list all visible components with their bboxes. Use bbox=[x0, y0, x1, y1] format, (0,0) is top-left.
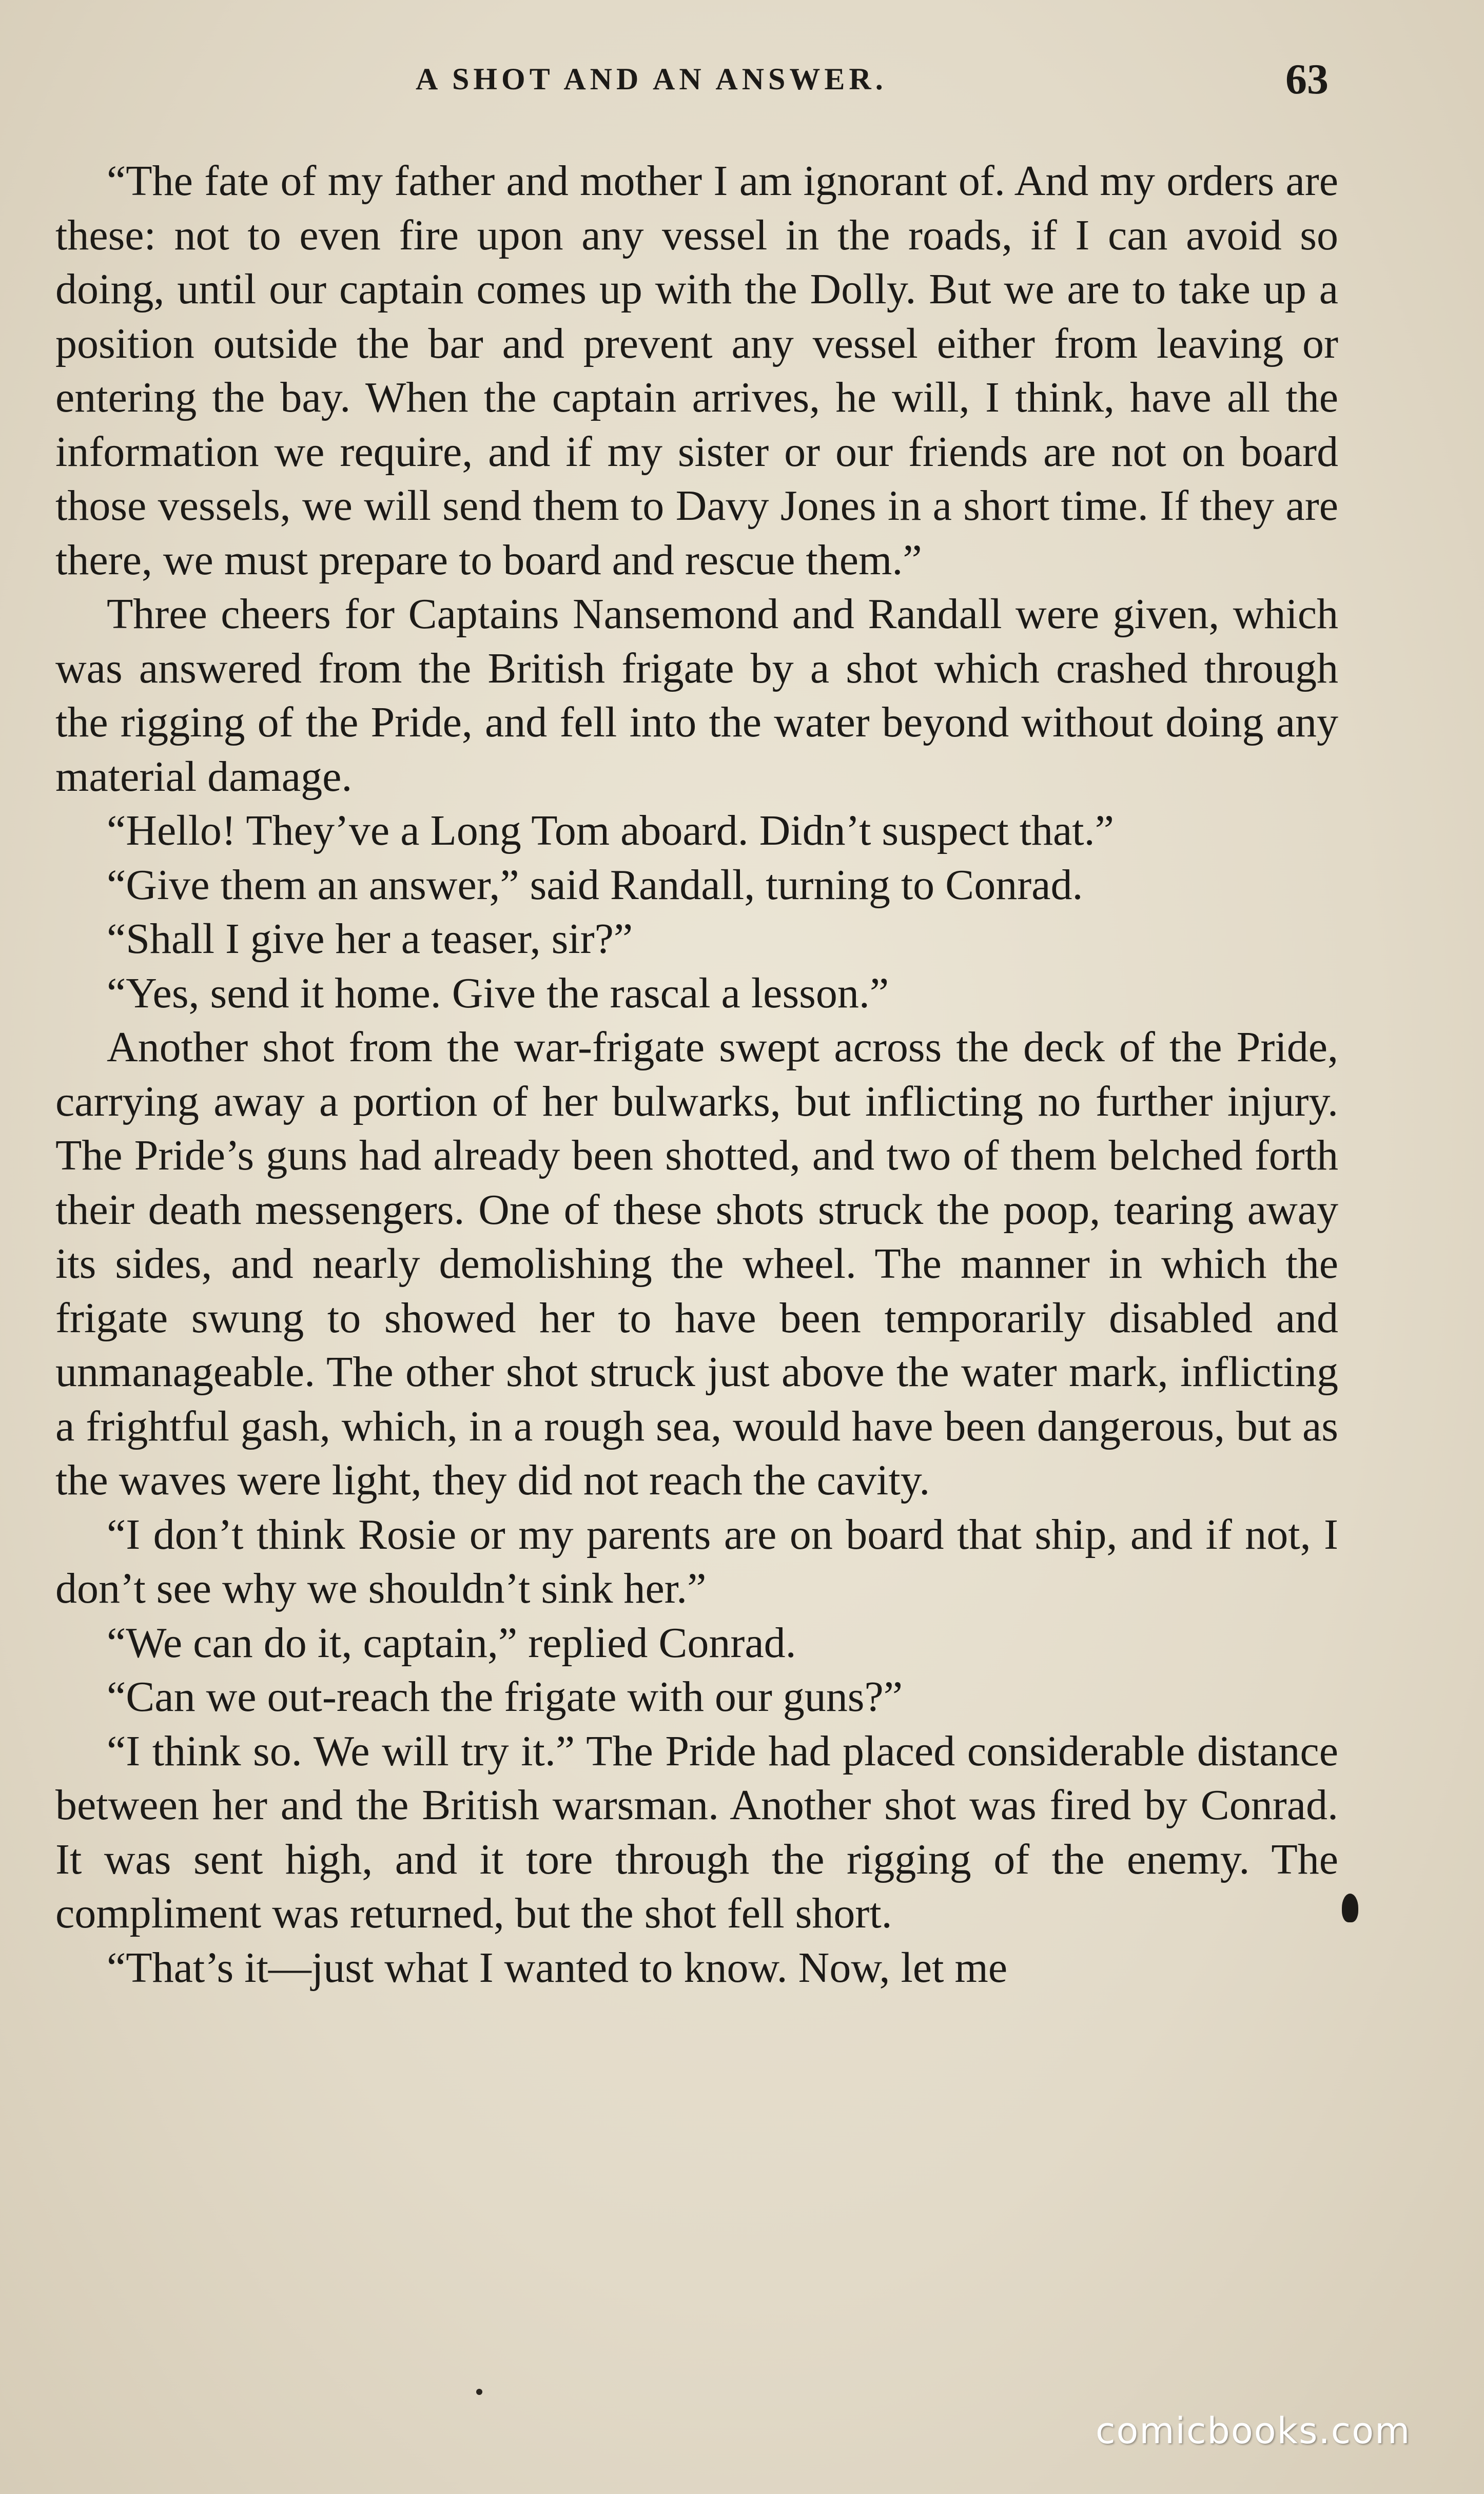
paragraph: “Shall I give her a teaser, sir?” bbox=[107, 915, 633, 963]
paragraph: Another shot from the war-frigate swept across the deck of the Pride, carrying away a portion of her bulwarks, but inflicting no further injury. The Pride’s guns had already been shotted, and two of them belched forth their death messengers. One of these shots struck the poop, tearing away its sides, and nearly demolishing the wheel. The manner in which the frigate swung to showed her to have been temporarily disabled and unmanageable. The other shot struck just above the water mark, inflicting a frightful gash, which, in a rough sea, would have been dangerous, but as the waves were light, they did not reach the cavity. bbox=[55, 1023, 1338, 1504]
ink-blot bbox=[1342, 1894, 1358, 1922]
paragraph: “Can we out-reach the frigate with our guns?” bbox=[107, 1673, 903, 1721]
paragraph: “Hello! They’ve a Long Tom aboard. Didn’t suspect that.” bbox=[107, 807, 1114, 854]
paragraph: “I think so. We will try it.” The Pride had placed considerable distance between her and the British warsman. Another shot was fired by Conrad. It was sent high, and it tore through the rigging of the enemy. The compliment was returned, but the shot fell short. bbox=[55, 1727, 1338, 1937]
paragraph: “The fate of my father and mother I am ignorant of. And my orders are these: not to even fire upon any vessel in the roads, if I can avoid so doing, until our captain comes up with the Dolly. But we are to take up a position outside the bar and prevent any vessel either from leaving or entering the bay. When the captain arrives, he will, I think, have all the information we require, and if my sister or our friends are not on board those vessels, we will send them to Davy Jones in a short time. If they are there, we must prepare to board and rescue them.” bbox=[55, 157, 1338, 584]
ink-speck bbox=[476, 2389, 482, 2395]
body-text bbox=[55, 154, 1338, 1995]
watermark: comicbooks.com bbox=[1096, 2410, 1411, 2452]
paragraph: “We can do it, captain,” replied Conrad. bbox=[107, 1619, 796, 1667]
paragraph: “Give them an answer,” said Randall, turning to Conrad. bbox=[107, 861, 1083, 909]
running-title: A SHOT AND AN ANSWER. bbox=[416, 62, 887, 96]
paragraph: “I don’t think Rosie or my parents are on board that ship, and if not, I don’t see why we shouldn’t sink her.” bbox=[55, 1510, 1338, 1612]
paragraph: “That’s it—just what I wanted to know. Now, let me bbox=[107, 1943, 1008, 1992]
page-number: 63 bbox=[1285, 55, 1329, 103]
paragraph: Three cheers for Captains Nansemond and Randall were given, which was answered from the British frigate by a shot which crashed through the rigging of the Pride, and fell into the water beyond without doing any material damage. bbox=[55, 590, 1338, 801]
paragraph: “Yes, send it home. Give the rascal a lesson.” bbox=[107, 969, 889, 1017]
